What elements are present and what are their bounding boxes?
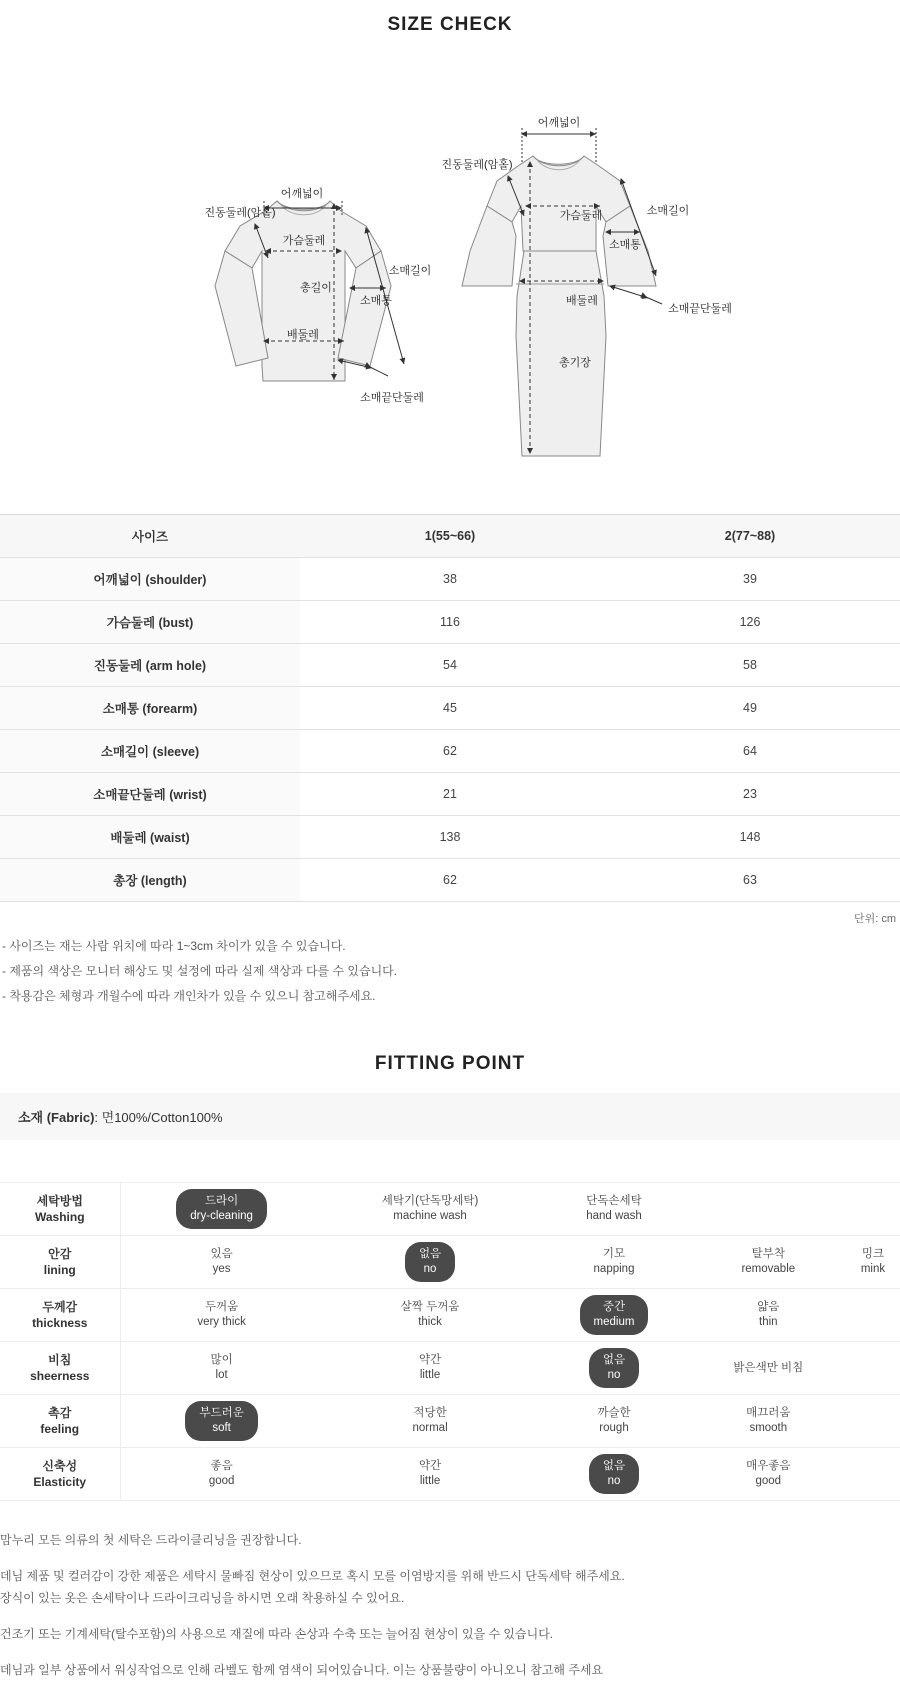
option-ko: 없음 [418,1248,442,1260]
option-en: rough [599,1422,629,1434]
label-forearm-top: 소매통 [360,295,392,307]
fitting-row-feeling [0,1395,900,1448]
option-ko: 약간 [418,1354,442,1366]
fitting-option-chip[interactable] [209,1459,235,1489]
row-value-2: 39 [600,558,900,601]
fitting-row-label [0,1289,120,1342]
care-note-3: 장식이 있는 옷은 손세탁이나 드라이크리닝을 하시면 오래 착용하실 수 있어요. [0,1591,405,1605]
fitting-option-chip[interactable] [757,1300,779,1330]
row-value-2: 148 [600,816,900,859]
row-value-1: 62 [300,730,600,773]
option-ko: 없음 [602,1354,626,1366]
fitting-row-label-en: Washing [34,1210,85,1224]
option-en: soft [212,1422,231,1434]
option-ko: 밍크 [861,1248,885,1260]
fitting-option-chip[interactable] [211,1353,233,1383]
option-en: thin [759,1316,778,1328]
fitting-option[interactable] [120,1342,323,1395]
fitting-option[interactable] [537,1342,690,1395]
label-armhole-dress: 진동둘레(암홀) [441,159,513,171]
label-shoulder-top: 어깨넓이 [280,188,324,200]
fitting-option[interactable] [691,1448,846,1501]
col-size-1: 1(55~66) [300,515,600,558]
table-row [0,816,900,859]
fitting-row-label [0,1342,120,1395]
fitting-point-title: FITTING POINT [374,1053,526,1074]
option-ko: 있음 [210,1248,233,1260]
option-ko: 부드러운 [199,1407,244,1419]
fitting-option[interactable] [691,1236,846,1289]
fitting-option-chip[interactable] [594,1247,635,1277]
fitting-option [691,1183,846,1236]
fitting-option-chip[interactable] [861,1247,885,1277]
option-ko: 두꺼움 [204,1301,239,1313]
option-ko: 적당한 [413,1407,447,1419]
care-note-5: 데님과 일부 상품에서 워싱작업으로 인해 라벨도 함께 염색이 되어있습니다. 이는 상품불량이 아니오니 참고해 주세요 [0,1663,604,1677]
fitting-row-lining [0,1236,900,1289]
fitting-option[interactable] [120,1289,323,1342]
option-ko: 까슬한 [597,1407,631,1419]
care-note-1: 맘누리 모든 의류의 첫 세탁은 드라이클리닝을 권장합니다. [0,1533,302,1547]
row-value-1: 116 [300,601,600,644]
label-length-dress: 총기장 [559,357,591,369]
row-label: 배둘레 (waist) [0,816,300,859]
fitting-option-chip[interactable] [580,1295,649,1335]
fitting-option[interactable] [120,1395,323,1448]
row-value-2: 63 [600,859,900,902]
fitting-option[interactable] [323,1236,538,1289]
garment-measurement-diagram [0,36,900,496]
option-ko: 많이 [210,1354,233,1366]
fitting-option[interactable] [537,1236,690,1289]
fitting-row-label-en: feeling [40,1422,80,1436]
fitting-row-label-ko: 촉감 [48,1406,72,1420]
fitting-option-chip[interactable] [412,1406,447,1436]
fitting-option[interactable] [846,1236,900,1289]
row-label: 어깨넓이 (shoulder) [0,558,300,601]
fitting-option-chip[interactable] [401,1300,460,1330]
fitting-row-sheerness [0,1342,900,1395]
fitting-option[interactable] [537,1289,690,1342]
option-en: yes [212,1263,231,1275]
row-value-1: 138 [300,816,600,859]
fitting-option-chip[interactable] [419,1353,441,1383]
table-row [0,601,900,644]
fitting-option-chip[interactable] [197,1300,246,1330]
fabric-label: 소재 (Fabric) [18,1110,95,1125]
fitting-option-chip[interactable] [746,1459,790,1489]
option-ko: 중간 [602,1301,626,1313]
option-en: no [607,1369,621,1381]
option-ko: 탈부착 [751,1248,785,1260]
fabric-value: : 면100%/Cotton100% [94,1110,223,1125]
option-ko: 세탁기(단독망세탁) [381,1195,479,1207]
row-label: 소매길이 (sleeve) [0,730,300,773]
measurement-svg [0,36,900,496]
fitting-option[interactable] [323,1289,538,1342]
fitting-row-label [0,1448,120,1501]
care-note-2: 데님 제품 및 컬러감이 강한 제품은 세탁시 물빠짐 현상이 있으므로 혹시 모를 이염방지를 위해 반드시 단독세탁 해주세요. [0,1569,625,1583]
size-table-body [0,558,900,902]
fitting-row-elasticity [0,1448,900,1501]
option-en: good [755,1475,782,1487]
option-en: little [419,1369,441,1381]
option-ko: 기모 [602,1248,626,1260]
fitting-option[interactable] [323,1448,538,1501]
size-check-title: SIZE CHECK [387,14,513,35]
fitting-option[interactable] [691,1342,846,1395]
label-length-top: 총길이 [300,282,332,294]
fitting-option[interactable] [537,1448,690,1501]
fitting-row-label [0,1183,120,1236]
fitting-option[interactable] [323,1342,538,1395]
fitting-option-chip[interactable] [589,1348,639,1388]
fitting-point-table [0,1182,900,1501]
fitting-row-label-en: sheerness [30,1369,90,1383]
option-en: napping [593,1263,635,1275]
option-en: normal [412,1422,448,1434]
fitting-option[interactable] [120,1236,323,1289]
row-value-1: 62 [300,859,600,902]
option-ko: 좋음 [210,1460,233,1472]
option-en: thick [418,1316,442,1328]
fitting-option-chip[interactable] [733,1361,803,1376]
option-ko: 밝은색만 비침 [733,1361,804,1374]
size-table [0,514,900,902]
row-value-1: 21 [300,773,600,816]
option-ko: 드라이 [204,1195,239,1207]
option-en: hand wash [586,1210,642,1222]
size-note-1: - 사이즈는 재는 사람 위치에 따라 1~3cm 차이가 있을 수 있습니다. [2,939,346,953]
fitting-option-chip[interactable] [211,1247,233,1277]
row-value-2: 64 [600,730,900,773]
label-waist-top: 배둘레 [287,329,319,341]
fitting-option-chip[interactable] [746,1406,790,1436]
option-ko: 얇음 [757,1301,780,1313]
option-ko: 매끄러움 [746,1407,791,1419]
fitting-row-label-ko: 신축성 [42,1459,78,1473]
fitting-option-chip[interactable] [741,1247,795,1277]
option-ko: 단독손세탁 [586,1195,642,1207]
row-value-2: 126 [600,601,900,644]
table-header-row [0,515,900,558]
fitting-option [846,1289,900,1342]
option-en: no [607,1475,621,1487]
fitting-option[interactable] [537,1183,690,1236]
option-en: very thick [197,1316,246,1328]
option-en: no [423,1263,437,1275]
fitting-row-label-ko: 세탁방법 [36,1194,83,1208]
care-notes [0,1501,900,1681]
row-value-1: 45 [300,687,600,730]
fitting-row-label-en: lining [43,1263,76,1277]
fitting-option [846,1395,900,1448]
fitting-option [846,1342,900,1395]
label-waist-dress: 배둘레 [566,295,598,307]
label-bust-top: 가슴둘레 [282,235,326,247]
fitting-option-chip[interactable] [589,1454,639,1494]
fitting-row-label-ko: 안감 [48,1247,72,1261]
table-row [0,558,900,601]
option-ko: 없음 [602,1460,626,1472]
table-row [0,687,900,730]
label-wrist-top: 소매끝단둘레 [360,392,424,404]
option-ko: 약간 [418,1460,442,1472]
fitting-option-chip[interactable] [586,1194,642,1224]
option-en: dry-cleaning [190,1210,253,1222]
fitting-option-chip[interactable] [382,1194,479,1224]
label-bust-dress: 가슴둘레 [559,210,603,222]
table-row [0,644,900,687]
unit-note: 단위: cm [853,913,896,925]
row-value-2: 23 [600,773,900,816]
fitting-row-label [0,1236,120,1289]
label-sleeve-top: 소매길이 [388,265,432,277]
fitting-option-chip[interactable] [405,1242,455,1282]
fitting-option-chip[interactable] [597,1406,630,1436]
row-value-1: 38 [300,558,600,601]
fitting-option-chip[interactable] [176,1189,267,1229]
option-en: lot [215,1369,228,1381]
label-shoulder-dress: 어깨넓이 [537,117,581,129]
fitting-option [846,1448,900,1501]
fitting-option [846,1183,900,1236]
table-row [0,859,900,902]
fitting-option[interactable] [691,1289,846,1342]
fitting-row-label-en: Elasticity [33,1475,87,1489]
row-label: 가슴둘레 (bust) [0,601,300,644]
row-value-2: 49 [600,687,900,730]
fitting-option-chip[interactable] [419,1459,441,1489]
row-label: 진동둘레 (arm hole) [0,644,300,687]
size-note-3: - 착용감은 체형과 개월수에 따라 개인차가 있을 수 있으니 참고해주세요. [2,989,376,1003]
option-ko: 매우좋음 [746,1460,791,1472]
table-row [0,730,900,773]
size-table-head [0,515,900,558]
option-en: mink [860,1263,886,1275]
fitting-option[interactable] [323,1183,538,1236]
label-armhole-top: 진동둘레(암홀) [204,207,276,219]
row-label: 소매통 (forearm) [0,687,300,730]
fitting-row-label-ko: 비침 [48,1353,72,1367]
row-label: 소매끝단둘레 (wrist) [0,773,300,816]
option-ko: 살짝 두꺼움 [400,1301,460,1313]
fitting-option[interactable] [537,1395,690,1448]
fitting-table-body [0,1183,900,1501]
option-en: good [208,1475,235,1487]
row-label: 총장 (length) [0,859,300,902]
table-row [0,773,900,816]
fitting-option[interactable] [120,1448,323,1501]
fitting-row-washing [0,1183,900,1236]
fitting-option[interactable] [120,1183,323,1236]
fabric-info [0,1093,900,1140]
size-notes [0,928,900,1009]
fitting-option[interactable] [323,1395,538,1448]
label-wrist-dress: 소매끝단둘레 [668,303,732,315]
size-note-2: - 제품의 색상은 모니터 해상도 및 설정에 따라 실제 색상과 다를 수 있습니다. [2,964,398,978]
option-en: little [419,1475,441,1487]
option-en: machine wash [393,1210,467,1222]
option-en: removable [741,1263,796,1275]
option-en: smooth [749,1422,788,1434]
option-en: medium [593,1316,635,1328]
row-value-1: 54 [300,644,600,687]
care-note-4: 건조기 또는 기계세탁(탈수포함)의 사용으로 재질에 따라 손상과 수축 또는 늘어짐 현상이 있을 수 있습니다. [0,1627,554,1641]
fitting-option[interactable] [691,1395,846,1448]
col-size: 사이즈 [0,515,300,558]
fitting-row-thickness [0,1289,900,1342]
col-size-2: 2(77~88) [600,515,900,558]
row-value-2: 58 [600,644,900,687]
label-forearm-dress: 소매통 [609,239,641,251]
fitting-row-label-ko: 두께감 [42,1300,78,1314]
fitting-option-chip[interactable] [185,1401,257,1441]
label-sleeve-dress: 소매길이 [646,205,690,217]
fitting-row-label-en: thickness [32,1316,88,1330]
fitting-row-label [0,1395,120,1448]
